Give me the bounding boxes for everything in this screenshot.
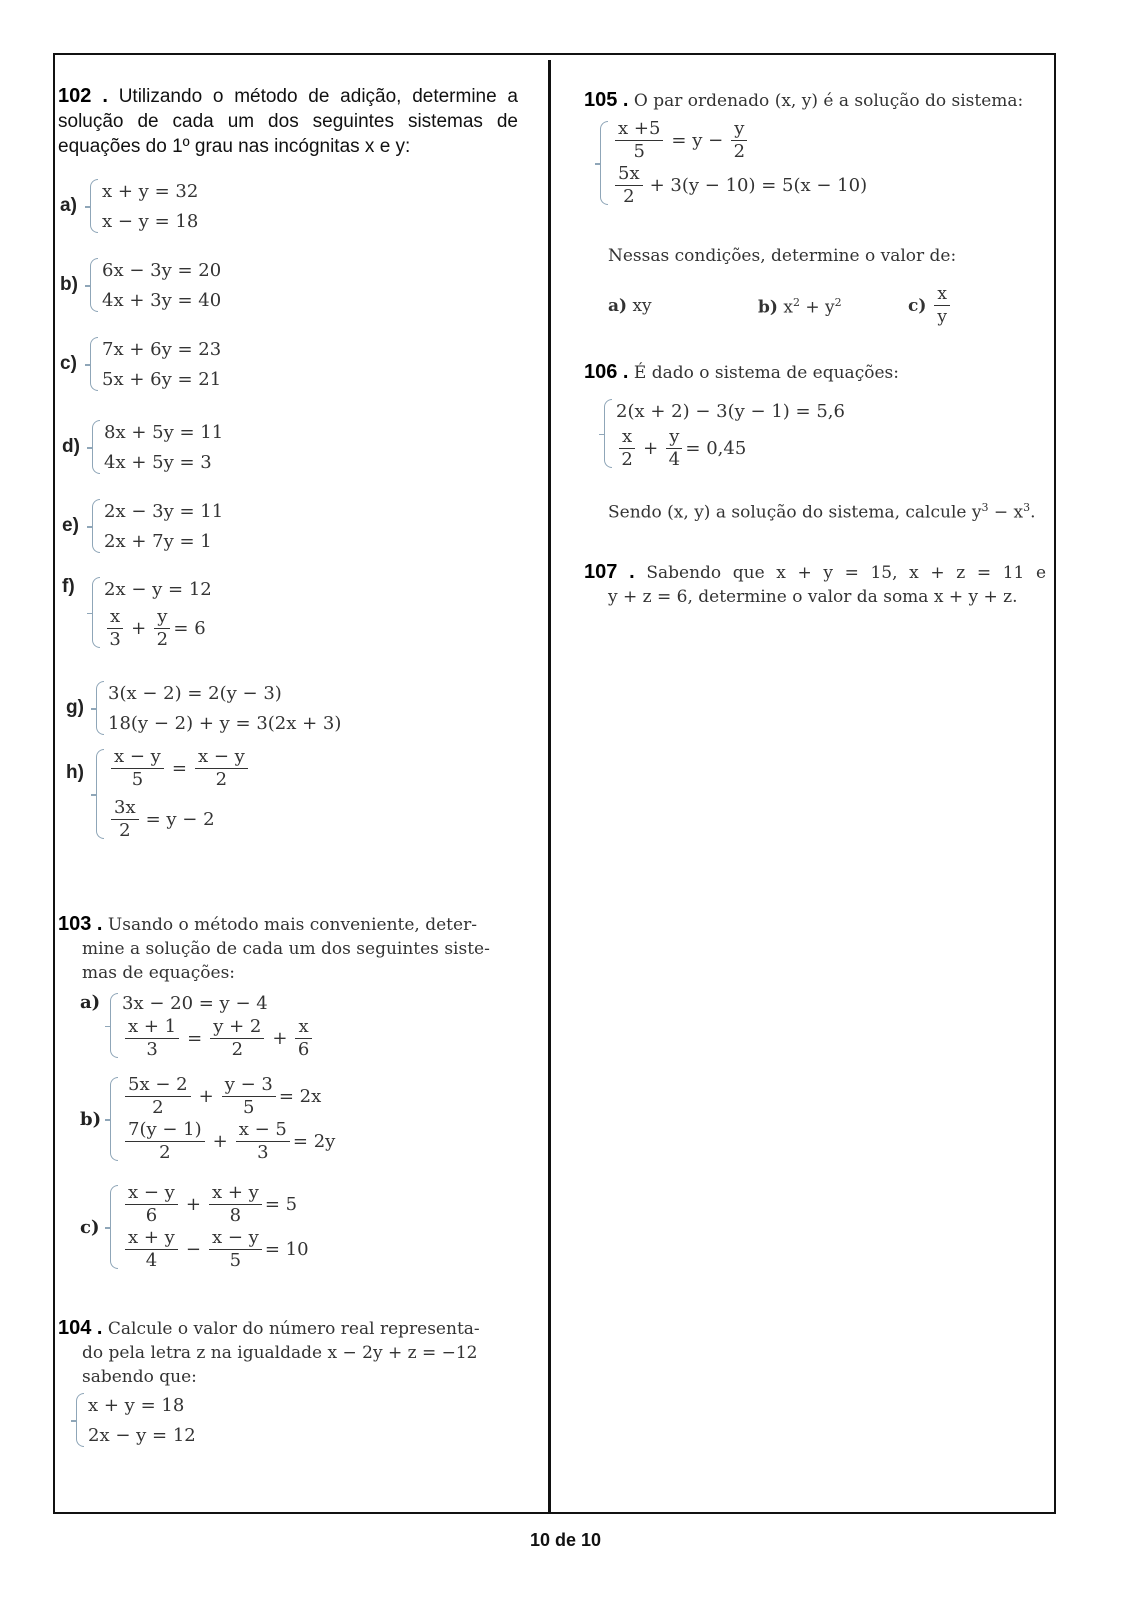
equation-system	[90, 176, 198, 236]
q105-followup: Nessas condições, determine o valor de:	[608, 246, 957, 266]
fraction: $\frac{x + y}{4}$	[125, 1227, 178, 1272]
q103-item-a	[80, 990, 315, 1061]
question-number: 107 .	[584, 561, 635, 583]
fraction: $\frac{x}{3}$	[107, 606, 123, 651]
fraction: $\frac{x + 1}{3}$	[125, 1016, 179, 1061]
equation: $\frac{5x - 2}{2}$ + $\frac{y - 3}{5}$ = 2x	[122, 1074, 335, 1119]
equation: x + y = 18	[88, 1394, 185, 1416]
fraction: $\frac{x - 5}{3}$	[236, 1119, 290, 1164]
fraction: $\frac{y}{4}$	[666, 426, 682, 471]
question-prompt: Utilizando o método de adição, determine a solução de cada um dos seguintes sistemas de equações do 1º grau nas incógnitas x e y:	[58, 86, 518, 157]
equation: 2(x + 2) − 3(y − 1) = 5,6	[616, 400, 845, 422]
equation: $\frac{5x}{2}$ + 3(y − 10) = 5(x − 10)	[612, 163, 867, 208]
item-label: a)	[60, 195, 77, 216]
equation: 3x − 20 = y − 4	[122, 992, 268, 1014]
equation: 4x + 5y = 3	[104, 451, 212, 473]
equation: $\frac{x}{2}$ + $\frac{y}{4}$ = 0,45	[616, 426, 845, 471]
question-prompt: O par ordenado (x, y) é a solução do sistema:	[633, 91, 1024, 111]
item-label: b)	[60, 274, 78, 295]
equation-system	[90, 255, 221, 315]
q103-item-c	[80, 1182, 309, 1272]
q102-item-a	[60, 176, 198, 236]
item-label: c)	[80, 1216, 100, 1238]
q102-item-f	[62, 574, 212, 651]
item-label: e)	[62, 515, 79, 536]
equation: 7x + 6y = 23	[102, 338, 222, 360]
fraction: $\frac{y}{2}$	[154, 606, 170, 651]
equation: $\frac{x - y}{5}$ = $\frac{x - y}{2}$	[108, 746, 251, 791]
question-107: 107 . Sabendo que x + y = 15, x + z = 11 e y + z = 6, determine o valor da soma x + y + z.	[584, 561, 1047, 607]
fraction: $\frac{x}{y}$	[934, 283, 950, 328]
fraction: $\frac{3x}{2}$	[111, 797, 139, 842]
question-number: 102 .	[58, 85, 108, 107]
column-divider	[548, 60, 551, 1512]
item-label: f)	[62, 576, 75, 597]
equation-system	[92, 417, 223, 477]
item-label: b)	[80, 1108, 102, 1130]
equation: $\frac{7(y - 1)}{2}$ + $\frac{x - 5}{3}$ = 2y	[122, 1119, 335, 1164]
q103-item-b	[80, 1074, 335, 1164]
q106-followup: Sendo (x, y) a solução do sistema, calcule $y^3 - x^3$.	[608, 501, 1036, 523]
equation: $\frac{x +5}{5}$ = y − $\frac{y}{2}$	[612, 118, 867, 163]
equation-system	[110, 1074, 335, 1164]
q102-item-c	[60, 334, 221, 394]
fraction: $\frac{x}{2}$	[619, 426, 635, 471]
question-number: 103 .	[58, 913, 103, 935]
question-106	[584, 360, 899, 385]
q104-system	[76, 1390, 196, 1450]
question-103: 103 . Usando o método mais conveniente, deter- mine a solução de cada um dos seguintes siste- mas de equações:	[58, 913, 490, 983]
page-number: 10 de 10	[529, 1530, 602, 1550]
q102-item-b	[60, 255, 221, 315]
question-105	[584, 88, 1023, 113]
fraction: $\frac{5x - 2}{2}$	[125, 1074, 191, 1119]
equation: 2x − 3y = 11	[104, 500, 224, 522]
option-c: c) $\frac{x}{y}$	[908, 283, 953, 328]
equation-system	[76, 1390, 196, 1450]
fraction: $\frac{x + y}{8}$	[209, 1182, 262, 1227]
equation: 18(y − 2) + y = 3(2x + 3)	[108, 712, 342, 734]
equation: 8x + 5y = 11	[104, 421, 224, 443]
equation: 4x + 3y = 40	[102, 289, 222, 311]
equation-system	[600, 118, 867, 208]
q102-item-h	[66, 746, 251, 842]
question-102	[58, 84, 518, 159]
equation: $\frac{x + y}{4}$ − $\frac{x - y}{5}$ = 10	[122, 1227, 309, 1272]
q102-item-d	[62, 417, 223, 477]
fraction: $\frac{y + 2}{2}$	[210, 1016, 264, 1061]
equation: 2x − y = 12	[104, 578, 212, 600]
fraction: $\frac{y}{2}$	[731, 118, 747, 163]
question-number: 105 .	[584, 89, 629, 111]
fraction: $\frac{7(y - 1)}{2}$	[125, 1119, 205, 1164]
fraction: $\frac{y - 3}{5}$	[222, 1074, 276, 1119]
equation-system	[92, 574, 212, 651]
question-number: 106 .	[584, 361, 629, 383]
fraction: $\frac{x - y}{5}$	[111, 746, 164, 791]
option-a: a) xy	[608, 295, 652, 316]
equation: $\frac{3x}{2}$ = y − 2	[108, 797, 251, 842]
q105-options	[608, 283, 1048, 328]
equation: x + y = 32	[102, 180, 199, 202]
question-prompt: É dado o sistema de equações:	[633, 363, 899, 383]
q106-system	[604, 396, 845, 471]
question-number: 104 .	[58, 1317, 103, 1339]
equation-system	[96, 678, 341, 738]
equation: 2x − y = 12	[88, 1424, 196, 1446]
equation: x − y = 18	[102, 210, 199, 232]
item-label: g)	[66, 697, 84, 718]
item-label: a)	[80, 992, 101, 1013]
equation-system	[96, 746, 251, 842]
equation: $\frac{x + 1}{3}$ = $\frac{y + 2}{2}$ + $\frac{x}{6}$	[122, 1016, 315, 1061]
equation: $\frac{x - y}{6}$ + $\frac{x + y}{8}$ = 5	[122, 1182, 309, 1227]
q105-system	[600, 118, 867, 208]
fraction: $\frac{x - y}{2}$	[195, 746, 248, 791]
fraction: $\frac{x}{6}$	[295, 1016, 311, 1061]
fraction: $\frac{x - y}{6}$	[125, 1182, 178, 1227]
equation-system	[604, 396, 845, 471]
q102-item-e	[62, 496, 223, 556]
fraction: $\frac{x - y}{5}$	[209, 1227, 262, 1272]
item-label: c)	[60, 353, 77, 374]
item-label: d)	[62, 436, 80, 457]
equation: 3(x − 2) = 2(y − 3)	[108, 682, 282, 704]
question-104: 104 . Calcule o valor do número real representa- do pela letra z na igualdade x − 2y + z = −12 sabendo que:	[58, 1317, 480, 1387]
equation: 5x + 6y = 21	[102, 368, 222, 390]
item-label: h)	[66, 762, 84, 783]
fraction: $\frac{x +5}{5}$	[615, 118, 663, 163]
option-b: b) $x^2 + y^2$	[758, 296, 842, 318]
equation: 6x − 3y = 20	[102, 259, 222, 281]
q102-item-g	[66, 678, 341, 738]
fraction: $\frac{5x}{2}$	[615, 163, 643, 208]
equation-system	[92, 496, 223, 556]
equation: 2x + 7y = 1	[104, 530, 212, 552]
equation-system	[110, 1182, 309, 1272]
equation-system	[90, 334, 221, 394]
equation-system	[110, 990, 315, 1061]
equation: $\frac{x}{3}$ + $\frac{y}{2}$ = 6	[104, 606, 212, 651]
